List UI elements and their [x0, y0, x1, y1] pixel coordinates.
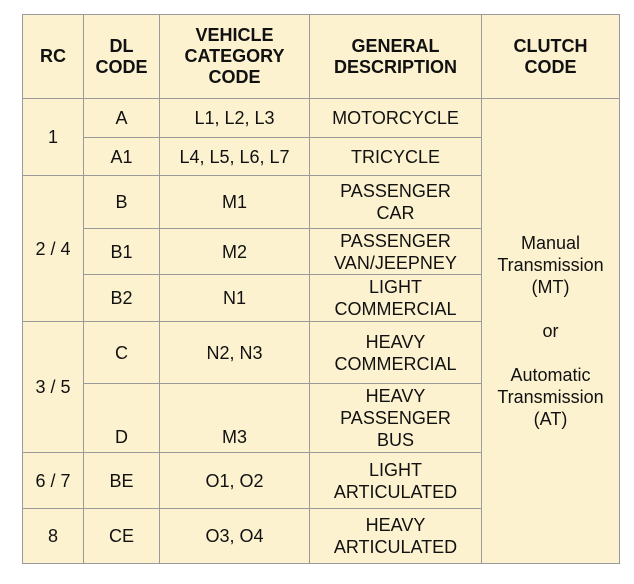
- header-rc: RC: [23, 15, 84, 99]
- table-row: [23, 99, 620, 138]
- description-cell: LIGHT ARTICULATED: [310, 453, 482, 509]
- vehicle-category-cell: M1: [160, 176, 310, 229]
- description-cell: LIGHT COMMERCIAL: [310, 275, 482, 322]
- description-cell: TRICYCLE: [310, 138, 482, 176]
- description-cell: PASSENGER CAR: [310, 176, 482, 229]
- dl-code-cell: B2: [84, 275, 160, 322]
- vehicle-category-cell: O1, O2: [160, 453, 310, 509]
- header-row: [23, 15, 620, 99]
- dl-code-cell: C: [84, 322, 160, 384]
- dl-code-cell: BE: [84, 453, 160, 509]
- dl-code-cell: CE: [84, 509, 160, 564]
- dl-code-cell: B1: [84, 229, 160, 275]
- description-cell: PASSENGER VAN/JEEPNEY: [310, 229, 482, 275]
- header-clutch-code: CLUTCH CODE: [482, 15, 620, 99]
- dl-code-cell: B: [84, 176, 160, 229]
- dl-code-cell: D: [84, 384, 160, 453]
- header-general-description: GENERAL DESCRIPTION: [310, 15, 482, 99]
- vehicle-category-cell: N1: [160, 275, 310, 322]
- vehicle-category-cell: O3, O4: [160, 509, 310, 564]
- vehicle-category-cell: N2, N3: [160, 322, 310, 384]
- description-cell: HEAVY ARTICULATED: [310, 509, 482, 564]
- rc-cell: 2 / 4: [23, 176, 84, 322]
- description-cell: HEAVY PASSENGER BUS: [310, 384, 482, 453]
- description-cell: MOTORCYCLE: [310, 99, 482, 138]
- description-cell: HEAVY COMMERCIAL: [310, 322, 482, 384]
- header-vehicle-category-code: VEHICLE CATEGORY CODE: [160, 15, 310, 99]
- dl-code-cell: A1: [84, 138, 160, 176]
- clutch-code-cell: Manual Transmission (MT) or Automatic Transmission (AT): [482, 99, 620, 564]
- vehicle-category-cell: M3: [160, 384, 310, 453]
- license-code-table: [22, 14, 620, 564]
- vehicle-category-cell: M2: [160, 229, 310, 275]
- dl-code-cell: A: [84, 99, 160, 138]
- rc-cell: 3 / 5: [23, 322, 84, 453]
- rc-cell: 6 / 7: [23, 453, 84, 509]
- header-dl-code: DL CODE: [84, 15, 160, 99]
- license-code-table-wrapper: [22, 14, 620, 564]
- vehicle-category-cell: L4, L5, L6, L7: [160, 138, 310, 176]
- rc-cell: 1: [23, 99, 84, 176]
- vehicle-category-cell: L1, L2, L3: [160, 99, 310, 138]
- rc-cell: 8: [23, 509, 84, 564]
